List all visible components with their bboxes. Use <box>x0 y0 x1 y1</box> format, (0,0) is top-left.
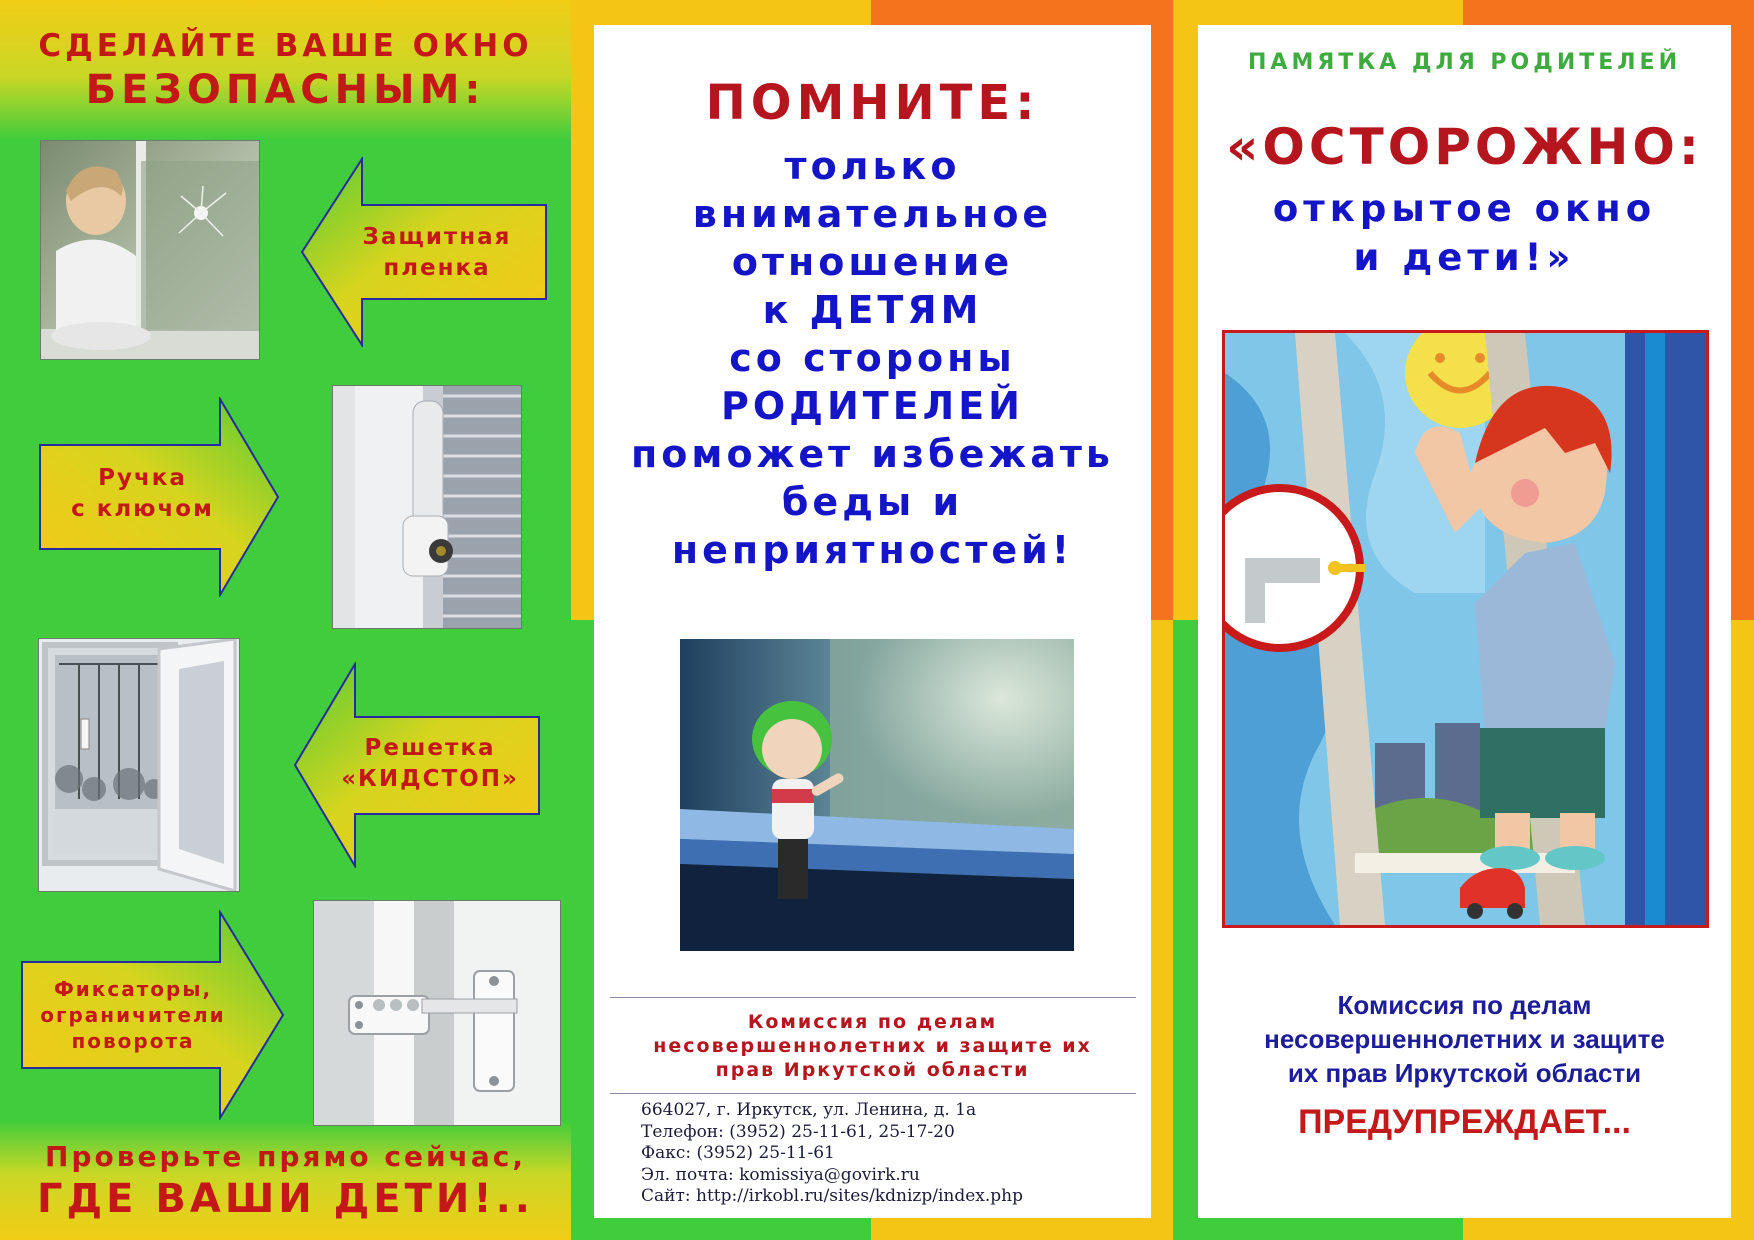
address-text: 664027, г. Иркутск, ул. Ленина, д. 1а <box>641 1100 977 1120</box>
message-line: беды и <box>781 480 964 524</box>
message-line: неприятностей! <box>671 528 1074 572</box>
org-line1: Комиссия по делам <box>747 1011 998 1033</box>
message-line: отношение <box>731 240 1014 284</box>
left-heading-line1: СДЕЛАЙТЕ ВАШЕ ОКНО <box>38 28 533 64</box>
message-line: внимательное <box>692 192 1053 236</box>
arrow-label-kidstop-grille <box>330 733 530 795</box>
arrow-label-handle-with-key <box>40 463 245 525</box>
message-line: к ДЕТЯМ <box>762 288 983 332</box>
memo-label: ПАМЯТКА ДЛЯ РОДИТЕЛЕЙ <box>1248 50 1681 75</box>
org-line1: Комиссия по делам <box>1337 990 1592 1020</box>
org-line2: несовершеннолетних и защите их <box>653 1035 1092 1057</box>
remember-title: ПОМНИТЕ: <box>705 75 1040 131</box>
org-line2: несовершеннолетних и защите <box>1264 1024 1665 1054</box>
message-line: РОДИТЕЛЕЙ <box>720 384 1024 428</box>
label-line2: с ключом <box>71 496 214 522</box>
warns-text: ПРЕДУПРЕЖДАЕТ... <box>1298 1103 1631 1141</box>
left-heading-line2: БЕЗОПАСНЫМ: <box>85 67 486 113</box>
message-line: со стороны <box>729 336 1016 380</box>
child-window-photo <box>40 140 260 360</box>
email-link[interactable]: Эл. почта: komissiya@govirk.ru <box>641 1164 920 1185</box>
label-line1: Защитная <box>362 224 512 250</box>
site-link[interactable]: Сайт: http://irkobl.ru/sites/kdnizp/index.php <box>641 1186 1023 1206</box>
divider <box>610 1093 1136 1094</box>
label-line3: поворота <box>71 1029 195 1053</box>
doll-at-window-photo <box>680 639 1074 951</box>
commission-org-right <box>1198 988 1731 1090</box>
org-line3: прав Иркутской области <box>715 1059 1030 1081</box>
label-line2: «КИДСТОП» <box>341 766 519 792</box>
label-line1: Решетка <box>364 735 496 761</box>
contact-block <box>641 1100 1023 1208</box>
boy-window-illustration <box>1222 330 1709 928</box>
open-window-grille-photo <box>38 638 240 892</box>
label-line2: пленка <box>383 255 491 281</box>
caution-subtitle-line2: и дети!» <box>1353 236 1576 279</box>
label-line1: Ручка <box>98 465 187 491</box>
arrow-label-locks-limiters <box>28 976 238 1054</box>
window-handle-photo <box>332 385 522 629</box>
window-limiter-photo <box>313 900 561 1126</box>
left-footer-line1: Проверьте прямо сейчас, <box>45 1140 526 1173</box>
caution-subtitle-line1: открытое окно <box>1272 187 1657 230</box>
arrow-label-protective-film <box>352 222 522 284</box>
fax-text: Факс: (3952) 25-11-61 <box>641 1143 835 1163</box>
org-line3: их прав Иркутской области <box>1287 1058 1642 1088</box>
label-line2: ограничители <box>40 1003 226 1027</box>
message-line: поможет избежать <box>631 432 1114 476</box>
message-line: только <box>784 144 961 188</box>
caution-title: «ОСТОРОЖНО: <box>1226 118 1703 176</box>
left-footer-line2: ГДЕ ВАШИ ДЕТИ!.. <box>37 1176 534 1222</box>
divider <box>610 997 1136 998</box>
phone-text: Телефон: (3952) 25-11-61, 25-17-20 <box>641 1121 955 1142</box>
commission-org <box>600 1010 1145 1082</box>
label-line1: Фиксаторы, <box>53 977 213 1001</box>
